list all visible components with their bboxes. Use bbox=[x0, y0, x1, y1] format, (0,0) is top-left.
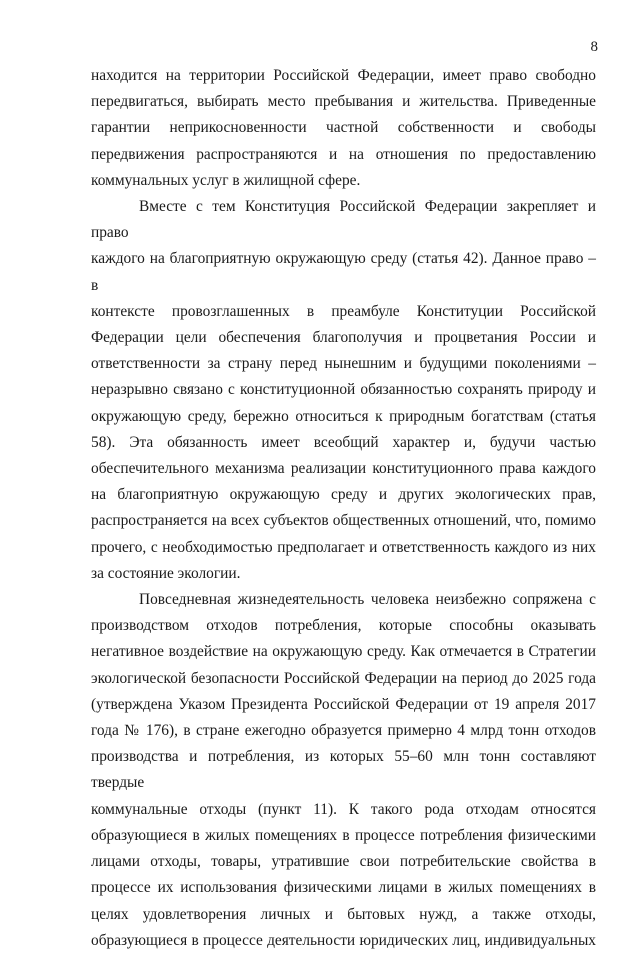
text-line: производства и потребления, из которых 55–60 млн тонн составляют твердые bbox=[91, 748, 596, 792]
text-line: Вместе с тем Конституция Российской Федерации закрепляет и право bbox=[91, 198, 596, 242]
text-line: негативное воздействие на окружающую среду. Как отмечается в Стратегии bbox=[91, 643, 596, 661]
body-text bbox=[91, 63, 596, 954]
text-line: образующиеся в жилых помещениях в процессе потребления физическими bbox=[91, 826, 596, 844]
text-line: коммунальных услуг в жилищной сфере. bbox=[91, 171, 361, 189]
page-number: 8 bbox=[590, 39, 598, 55]
text-line: 58). Эта обязанность имеет всеобщий характер и, будучи частью bbox=[91, 433, 596, 451]
text-line: гарантии неприкосновенности частной собственности и свободы bbox=[91, 119, 596, 137]
text-line: ответственности за страну перед нынешним и будущими поколениями – bbox=[91, 355, 596, 373]
text-line: лицами отходы, товары, утратившие свои потребительские свойства в bbox=[91, 853, 596, 871]
text-line: года № 176), в стране ежегодно образуется примерно 4 млрд тонн отходов bbox=[91, 722, 596, 740]
text-line: распространяется на всех субъектов общественных отношений, что, помимо bbox=[91, 512, 596, 530]
text-line: находится на территории Российской Федерации, имеет право свободно bbox=[91, 67, 596, 84]
text-line: обеспечительного механизма реализации конституционного права каждого bbox=[91, 460, 596, 478]
text-line: окружающую среду, бережно относиться к природным богатствам (статья bbox=[91, 407, 596, 425]
text-line: неразрывно связано с конституционной обязанностью сохранять природу и bbox=[91, 381, 596, 399]
text-line: передвигаться, выбирать место пребывания и жительства. Приведенные bbox=[91, 93, 596, 111]
text-line: Повседневная жизнедеятельность человека неизбежно сопряжена с bbox=[139, 591, 596, 609]
text-line: за состояние экологии. bbox=[91, 564, 241, 582]
text-line: прочего, с необходимостью предполагает и ответственность каждого из них bbox=[91, 538, 596, 556]
text-line: производством отходов потребления, которые способны оказывать bbox=[91, 617, 596, 635]
text-line: каждого на благоприятную окружающую среду (статья 42). Данное право – в bbox=[91, 250, 596, 294]
text-line: коммунальные отходы (пункт 11). К такого рода отходам относятся bbox=[91, 800, 596, 818]
text-line: контексте провозглашенных в преамбуле Конституции Российской bbox=[91, 302, 596, 320]
text-line: образующиеся в процессе деятельности юридических лиц, индивидуальных bbox=[91, 931, 596, 949]
text-line: экологической безопасности Российской Федерации на период до 2025 года bbox=[91, 669, 596, 687]
text-line: (утверждена Указом Президента Российской Федерации от 19 апреля 2017 bbox=[91, 695, 596, 713]
text-line: целях удовлетворения личных и бытовых нужд, а также отходы, bbox=[91, 905, 596, 923]
text-line: процессе их использования физическими лицами в жилых помещениях в bbox=[91, 879, 596, 897]
text-line: передвижения распространяются и на отношения по предоставлению bbox=[91, 145, 596, 163]
text-line: на благоприятную окружающую среду и других экологических прав, bbox=[91, 486, 596, 504]
text-line: Федерации цели обеспечения благополучия и процветания России и bbox=[91, 329, 596, 347]
